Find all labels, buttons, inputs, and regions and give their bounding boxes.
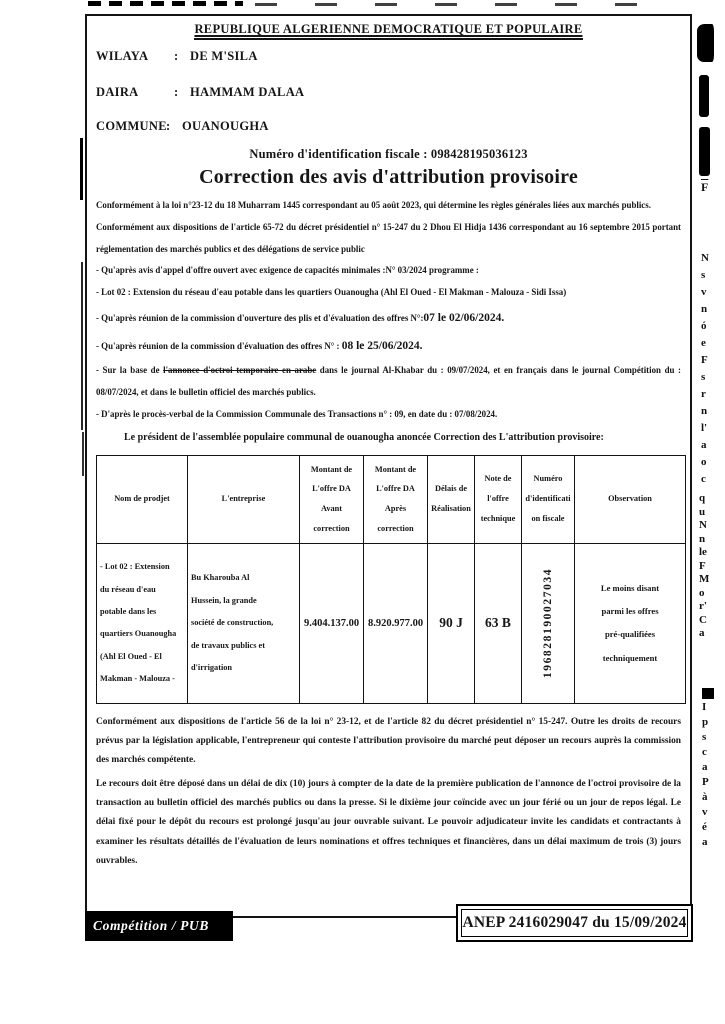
intro-line-tender: - Qu'après avis d'appel d'offre ouvert avec exigence de capacités minimales :N° 03/2024 programme : — [96, 265, 479, 276]
document-frame — [85, 14, 692, 918]
wilaya-label: WILAYA — [96, 49, 149, 63]
scan-artifact — [255, 3, 645, 6]
edge-text-fragment: I p s c a P à v é a — [702, 701, 709, 848]
intro-line-decree: Conformément aux dispositions de l'article 65-72 du décret présidentiel n° 15-247 du 2 Dhou El Hidja 1436 correspondant au 16 septembre 2015 portant réglementation des marchés publics et des délégations de service public — [96, 221, 681, 254]
separator: : — [174, 49, 179, 63]
intro-line-evaluation-commission: - Qu'après réunion de la commission d'évaluation des offres N° : 08 le 25/06/2024. — [96, 340, 423, 353]
table-header-row — [97, 455, 686, 543]
daira-row — [96, 85, 681, 100]
struck-text: l'annonce d'octroi temporaire en arabe — [163, 365, 317, 376]
intro-line-opening-commission: - Qu'après réunion de la commission d'ouverture des plis et d'évaluation des offres N°:07 le 02/06/2024. — [96, 312, 505, 325]
amount-after-cell: 8.920.977.00 — [364, 543, 428, 703]
meeting-date: 08 le 25/06/2024. — [341, 340, 423, 353]
col-header-observation: Observation — [575, 455, 686, 543]
scan-artifact — [80, 138, 83, 200]
col-header-project: Nom de prodjet — [97, 455, 188, 543]
wilaya-value: DE M'SILA — [190, 49, 258, 63]
commune-label: COMMUNE — [96, 119, 167, 133]
wilaya-row — [96, 49, 681, 64]
fiscal-id-cell — [522, 543, 575, 703]
legal-paragraph-delai: Le recours doit être déposé dans un délai de dix (10) jours à compter de la date de la première publication de l'annonce de l'octroi provisoire de la transaction au bulletin officiel des marchés publics ou dans la presse. Si le dixième jour coïncide avec un jour férié ou un jour de repos légal. Le délai fixé pour le dépôt du recours est prolongé jusqu'au jour ouvrable suivant. Le pouvoir adjudicateur invite les candidats et contractants à examiner les résultats détaillés de l'évaluation de leurs nominations et offres techniques et financières, dans un délai maximum de trois (3) jours ouvrables. — [96, 778, 681, 866]
edge-text-fragment: N s v n ó e F s r n l' a o c — [701, 252, 709, 485]
amount-before-cell: 9.404.137.00 — [300, 543, 364, 703]
scan-artifact — [81, 262, 83, 430]
col-header-amount-before: Montant de L'offre DA Avant correction — [300, 455, 364, 543]
scan-artifact — [88, 1, 243, 6]
meeting-date: 07 le 02/06/2024. — [423, 312, 505, 325]
page-title: Correction des avis d'attribution provisoire — [199, 166, 578, 188]
daira-value: HAMMAM DALAA — [190, 85, 305, 99]
company-cell: Bu Kharouba Al Hussein, la grande société de construction, de travaux publics et d'irrigation — [188, 543, 300, 703]
intro-section — [96, 195, 681, 449]
scan-artifact — [82, 432, 84, 476]
technical-note-cell: 63 B — [475, 543, 522, 703]
project-cell: - Lot 02 : Extension du réseau d'eau potable dans les quartiers Ouanougha (Ahl El Oued - El Makman - Malouza - — [97, 543, 188, 703]
scan-artifact — [702, 688, 714, 699]
anep-reference: ANEP 2416029047 du 15/09/2024 — [456, 904, 693, 942]
scan-artifact — [699, 127, 710, 176]
intro-line-publication: - Sur la base de l'annonce d'octroi temporaire en arabe dans le journal Al-Khabar du : 09/07/2024, et en français dans le journal Compétition du : 08/07/2024, et dans le bulletin officiel des marchés publics. — [96, 365, 681, 398]
intro-line-lot: - Lot 02 : Extension du réseau d'eau potable dans les quartiers Ouanougha (Ahl El Oued - El Makman - Malouza - Sidi Issa) — [96, 287, 567, 298]
commune-value: OUANOUGHA — [182, 119, 269, 133]
col-header-amount-after: Montant de L'offre DA Après correction — [364, 455, 428, 543]
legal-section — [96, 713, 681, 871]
col-header-fiscal: Numéro d'identificati on fiscale — [522, 455, 575, 543]
award-table — [96, 455, 686, 704]
legal-paragraph-recours: Conformément aux dispositions de l'article 56 de la loi n° 23-12, et de l'article 82 du décret présidentiel n° 15-247. Outre les droits de recours prévus par la législation applicable, l'entrepreneur qui conteste l'attribution provisoire du marché peut déposer un recours auprès la commission des marchés compétente. — [96, 716, 681, 766]
intro-line-pv: - D'après le procès-verbal de la Commission Communale des Transactions n° : 09, en date du : 07/08/2024. — [96, 409, 498, 420]
scan-artifact — [699, 75, 709, 117]
daira-label: DAIRA — [96, 85, 139, 99]
table-row — [97, 543, 686, 703]
edge-text-fragment: $\overline{F}$ — [701, 180, 709, 194]
commune-row — [96, 119, 681, 134]
intro-line-law: Conformément à la loi n°23-12 du 18 Muharram 1445 correspondant au 05 août 2023, qui détermine les règles générales liées aux marchés publics. — [96, 200, 651, 210]
scan-artifact — [697, 24, 714, 62]
republic-title: REPUBLIQUE ALGERIENNE DEMOCRATIQUE ET POPULAIRE — [96, 22, 681, 40]
edge-text-fragment: q u N n le F M o r' C a — [699, 492, 710, 639]
col-header-technical-note: Note de l'offre technique — [475, 455, 522, 543]
col-header-company: L'entreprise — [188, 455, 300, 543]
publisher-tag: Compétition / PUB — [85, 911, 233, 941]
fiscal-id-vertical: 196828190027034 — [542, 568, 554, 679]
separator: : — [174, 85, 179, 99]
col-header-delay: Délais de Réalisation — [428, 455, 475, 543]
separator: : — [166, 119, 171, 133]
observation-cell: Le moins disant parmi les offres pré-qualifiées techniquement — [575, 543, 686, 703]
president-announcement: Le président de l'assemblée populaire communal de ouanougha anoncée Correction des L'attribution provisoire: — [124, 431, 604, 443]
delay-cell: 90 J — [428, 543, 475, 703]
fiscal-id-line: Numéro d'identification fiscale : 098428195036123 — [249, 147, 528, 161]
